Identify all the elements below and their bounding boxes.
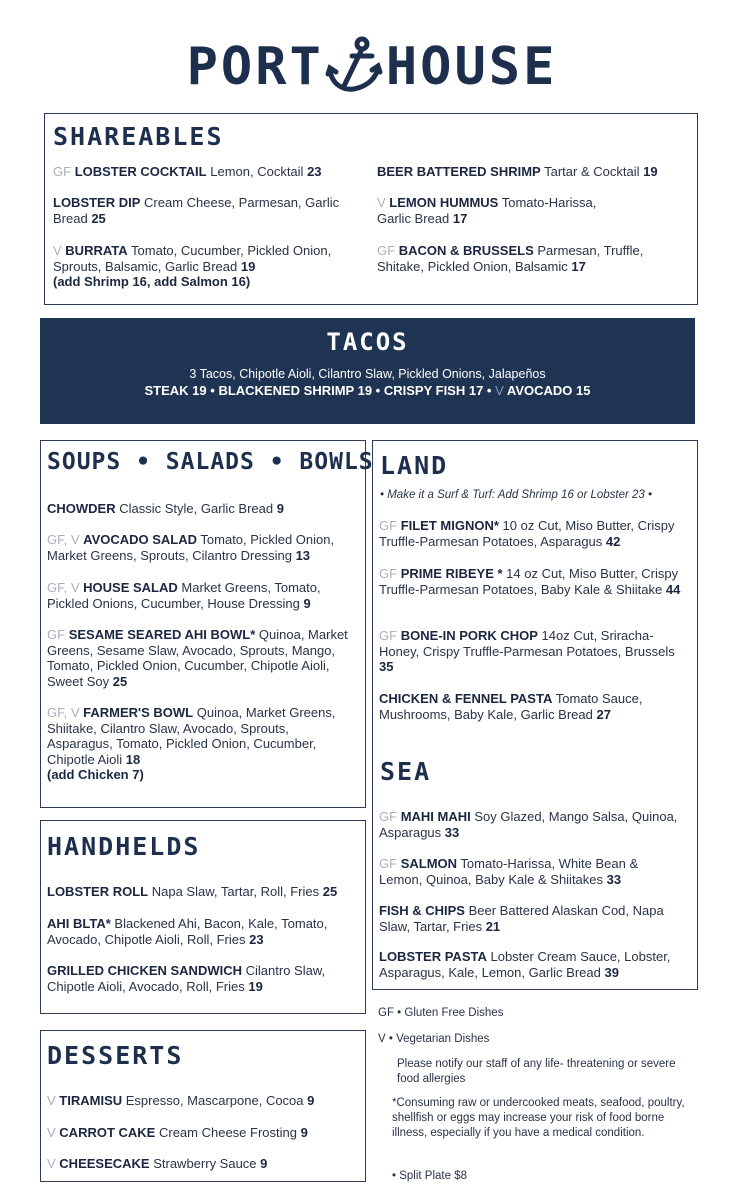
menu-item: GF, V FARMER'S BOWL Quinoa, Market Greens, Shiitake, Cilantro Slaw, Avocado, Sprouts, Asparagus, Tomato, Pickled Onion, Cucumber, Chipotle Aioli 18 (add Chicken 7) (47, 705, 336, 782)
sea-title: SEA (380, 757, 432, 786)
menu-item: V LEMON HUMMUS Tomato-Harissa, Garlic Bread 17 (377, 195, 597, 226)
anchor-icon (324, 34, 386, 94)
vegetarian-legend: V • Vegetarian Dishes (378, 1033, 490, 1045)
menu-item: GF SESAME SEARED AHI BOWL* Quinoa, Market Greens, Sesame Slaw, Avocado, Sprouts, Mango, Tomato, Pickled Onion, Cucumber, Chipotle Aioli, Sweet Soy 25 (47, 627, 348, 689)
consumption-warning: *Consuming raw or undercooked meats, seafood, poultry, shellfish or eggs may increase your risk of food borne illness, especially if you have a medical condition. (392, 1097, 685, 1139)
allergy-note: Please notify our staff of any life- threatening or severe food allergies (397, 1058, 676, 1085)
menu-item: LOBSTER ROLL Napa Slaw, Tartar, Roll, Fries 25 (47, 884, 338, 899)
menu-item: GF BACON & BRUSSELS Parmesan, Truffle, Shitake, Pickled Onion, Balsamic 17 (377, 243, 644, 274)
menu-item: GF, V HOUSE SALAD Market Greens, Tomato, Pickled Onions, Cucumber, House Dressing 9 (47, 580, 321, 611)
menu-item: GF PRIME RIBEYE * 14 oz Cut, Miso Butter, Crispy Truffle-Parmesan Potatoes, Baby Kale & Shiitake 44 (379, 566, 681, 597)
land-title: LAND (380, 451, 449, 480)
brand-part-2: HOUSE (385, 37, 558, 97)
menu-item: GF LOBSTER COCKTAIL Lemon, Cocktail 23 (53, 164, 322, 179)
soups-title: SOUPS • SALADS • BOWLS (47, 449, 374, 475)
menu-item: V TIRAMISU Espresso, Mascarpone, Cocoa 9 (47, 1093, 315, 1108)
menu-item: V BURRATA Tomato, Cucumber, Pickled Onion, Sprouts, Balsamic, Garlic Bread 19 (add Shrimp 16, add Salmon 16) (53, 243, 332, 289)
tacos-options: STEAK 19 • BLACKENED SHRIMP 19 • CRISPY FISH 17 • V AVOCADO 15 (144, 383, 591, 398)
menu-item: BEER BATTERED SHRIMP Tartar & Cocktail 19 (377, 164, 658, 179)
brand-logo (0, 34, 744, 99)
menu-item: V CHEESECAKE Strawberry Sauce 9 (47, 1156, 268, 1171)
shareables-title: SHAREABLES (53, 122, 224, 151)
menu-item: GF, V AVOCADO SALAD Tomato, Pickled Onion, Market Greens, Sprouts, Cilantro Dressing 13 (47, 532, 335, 563)
handhelds-title: HANDHELDS (47, 832, 201, 861)
menu-item: V CARROT CAKE Cream Cheese Frosting 9 (47, 1125, 308, 1140)
menu-item: GRILLED CHICKEN SANDWICH Cilantro Slaw, Chipotle Aioli, Avocado, Roll, Fries 19 (47, 963, 326, 994)
menu-item: AHI BLTA* Blackened Ahi, Bacon, Kale, Tomato, Avocado, Chipotle Aioli, Roll, Fries 23 (47, 916, 328, 947)
surf-turf-note: • Make it a Surf & Turf: Add Shrimp 16 or Lobster 23 • (380, 489, 653, 501)
desserts-title: DESSERTS (47, 1041, 184, 1070)
menu-item: LOBSTER DIP Cream Cheese, Parmesan, Garlic Bread 25 (53, 195, 340, 226)
gluten-free-legend: GF • Gluten Free Dishes (378, 1007, 504, 1019)
tacos-title: TACOS (326, 328, 409, 356)
split-plate-note: • Split Plate $8 (392, 1170, 467, 1182)
menu-item: FISH & CHIPS Beer Battered Alaskan Cod, Napa Slaw, Tartar, Fries 21 (379, 903, 664, 934)
menu-item: CHOWDER Classic Style, Garlic Bread 9 (47, 501, 284, 516)
menu-item: GF MAHI MAHI Soy Glazed, Mango Salsa, Quinoa, Asparagus 33 (379, 809, 678, 840)
menu-item: GF SALMON Tomato-Harissa, White Bean & Lemon, Quinoa, Baby Kale & Shiitakes 33 (379, 856, 639, 887)
tacos-banner (40, 318, 695, 424)
menu-item: LOBSTER PASTA Lobster Cream Sauce, Lobster, Asparagus, Kale, Lemon, Garlic Bread 39 (379, 949, 671, 980)
tacos-description: 3 Tacos, Chipotle Aioli, Cilantro Slaw, Pickled Onions, Jalapeños (189, 367, 546, 381)
menu-item: CHICKEN & FENNEL PASTA Tomato Sauce, Mushrooms, Baby Kale, Garlic Bread 27 (379, 691, 643, 722)
menu-item: GF BONE-IN PORK CHOP 14oz Cut, Sriracha-Honey, Crispy Truffle-Parmesan Potatoes, Brussels 35 (379, 628, 675, 674)
brand-part-1: PORT (186, 37, 324, 97)
menu-item: GF FILET MIGNON* 10 oz Cut, Miso Butter, Crispy Truffle-Parmesan Potatoes, Asparagus 42 (379, 518, 675, 549)
